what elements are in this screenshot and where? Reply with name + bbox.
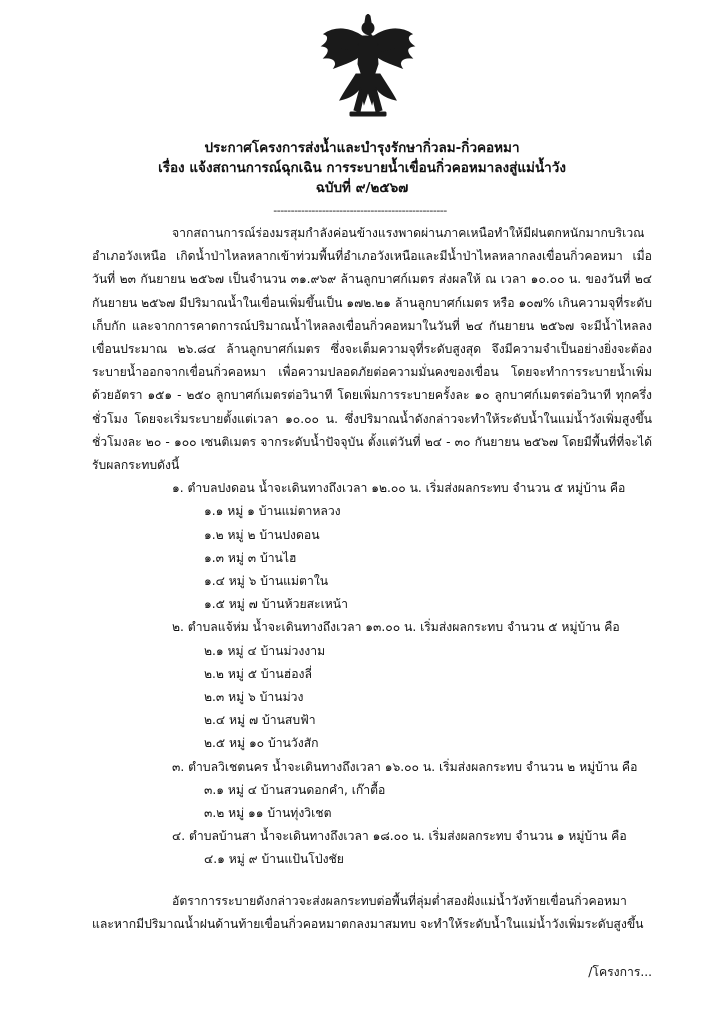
announcement-issue-number: ฉบับที่ ๙/๒๕๖๗: [315, 180, 409, 196]
village-item: ๓.๑ หมู่ ๔ บ้านสวนดอกคำ, เก๊าตื้อ: [204, 782, 386, 797]
announcement-title: ประกาศโครงการส่งน้ำและบำรุงรักษากิ่วลม-กิ่วคอหมา: [204, 140, 520, 156]
village-item: ๒.๔ หมู่ ๗ บ้านสบฟ้า: [204, 713, 316, 728]
header-divider: --------------------------------------------------: [273, 204, 447, 217]
garuda-emblem-icon: [320, 14, 416, 118]
village-item: ๑.๒ หมู่ ๒ บ้านปงดอน: [204, 527, 320, 542]
affected-area-group: [92, 756, 652, 826]
village-item: ๑.๑ หมู่ ๑ บ้านแม่ตาหลวง: [204, 504, 341, 519]
village-item: ๑.๔ หมู่ ๖ บ้านแม่ตาใน: [204, 574, 329, 589]
village-item: ๒.๒ หมู่ ๕ บ้านฮ่องลี่: [204, 666, 312, 681]
subdistrict-heading: ๑. ตำบลปงดอน น้ำจะเดินทางถึงเวลา ๑๒.๐๐ น. เริ่มส่งผลกระทบ จำนวน ๕ หมู่บ้าน คือ: [172, 481, 626, 496]
village-item: ๑.๕ หมู่ ๗ บ้านห้วยสะเหน้า: [204, 597, 348, 612]
affected-area-group: [92, 477, 652, 616]
announcement-body: [92, 222, 652, 936]
closing-paragraph: อัตราการระบายดังกล่าวจะส่งผลกระทบต่อพื้นที่ลุ่มต่ำสองฝั่งแม่น้ำวังท้ายเขื่อนกิ่วคอหมา และหากมีปริมาณน้ำฝนด้านท้ายเขื่อนกิ่วคอหมาตกลงมาสมทบ จะทำให้ระดับน้ำในแม่น้ำวังเพิ่มระดับสูงขึ้น: [92, 893, 644, 931]
subdistrict-heading: ๔. ตำบลบ้านสา น้ำจะเดินทางถึงเวลา ๑๘.๐๐ น. เริ่มส่งผลกระทบ จำนวน ๑ หมู่บ้าน คือ: [172, 829, 627, 844]
subdistrict-heading: ๓. ตำบลวิเชตนคร น้ำจะเดินทางถึงเวลา ๑๖.๐๐ น. เริ่มส่งผลกระทบ จำนวน ๒ หมู่บ้าน คือ: [172, 759, 638, 774]
village-item: ๓.๒ หมู่ ๑๑ บ้านทุ่งวิเชต: [204, 806, 332, 821]
affected-area-group: [92, 825, 652, 871]
village-item: ๔.๑ หมู่ ๙ บ้านแป้นโป่งชัย: [204, 852, 344, 867]
village-item: ๒.๑ หมู่ ๔ บ้านม่วงงาม: [204, 643, 326, 658]
announcement-subject: เรื่อง แจ้งสถานการณ์ฉุกเฉิน การระบายน้ำเขื่อนกิ่วคอหมาลงสู่แม่น้ำวัง: [158, 160, 566, 176]
village-item: ๒.๓ หมู่ ๖ บ้านม่วง: [204, 690, 304, 705]
affected-area-group: [92, 616, 652, 755]
village-item: ๑.๓ หมู่ ๓ บ้านไฮ: [204, 550, 297, 565]
announcement-header: [0, 138, 724, 198]
intro-paragraph: จากสถานการณ์ร่องมรสุมกำลังค่อนข้างแรงพาดผ่านภาคเหนือทำให้มีฝนตกหนักมากบริเวณอำเภอวังเหนือ เกิดน้ำป่าไหลหลากเข้าท่วมพื้นที่อำเภอวังเหนือและมีน้ำป่าไหลหลากลงเขื่อนกิ่วคอหมา เมื่อวันที่ ๒๓ กันยายน ๒๕๖๗ เป็นจำนวน ๓๑.๙๖๙ ล้านลูกบาศก์เมตร ส่งผลให้ ณ เวลา ๑๐.๐๐ น. ของวันที่ ๒๔ กันยายน ๒๕๖๗ มีปริมาณน้ำในเขื่อนเพิ่มขึ้นเป็น ๑๗๒.๒๑ ล้านลูกบาศก์เมตร หรือ ๑๐๗% เกินความจุที่ระดับเก็บกัก และจากการคาดการณ์ปริมาณน้ำไหลลงเขื่อนกิ่วคอหมาในวันที่ ๒๔ กันยายน ๒๕๖๗ จะมีน้ำไหลลงเขื่อนประมาณ ๒๖.๘๔ ล้านลูกบาศก์เมตร ซึ่งจะเต็มความจุที่ระดับสูงสุด จึงมีความจำเป็นอย่างยิ่งจะต้องระบายน้ำออกจากเขื่อนกิ่วคอหมา เพื่อความปลอดภัยต่อความมั่นคงของเขื่อน โดยจะทำการระบายน้ำเพิ่มด้วยอัตรา ๑๕๑ - ๒๕๐ ลูกบาศก์เมตรต่อวินาที โดยเพิ่มการระบายครั้งละ ๑๐ ลูกบาศก์เมตรต่อวินาที ทุกครึ่งชั่วโมง โดยจะเริ่มระบายตั้งแต่เวลา ๑๐.๐๐ น. ซึ่งปริมาณน้ำดังกล่าวจะทำให้ระดับน้ำในแม่น้ำวังเพิ่มสูงขึ้นชั่วโมงละ ๒๐ - ๑๐๐ เซนติเมตร จากระดับน้ำปัจจุบัน ตั้งแต่วันที่ ๒๔ - ๓๐ กันยายน ๒๕๖๗ โดยมีพื้นที่ที่จะได้รับผลกระทบดังนี้: [92, 226, 652, 473]
subdistrict-heading: ๒. ตำบลแจ้ห่ม น้ำจะเดินทางถึงเวลา ๑๓.๐๐ น. เริ่มส่งผลกระทบ จำนวน ๕ หมู่บ้าน คือ: [172, 620, 620, 635]
continued-marker: /โครงการ...: [588, 965, 652, 979]
village-item: ๒.๕ หมู่ ๑๐ บ้านวังสัก: [204, 736, 319, 751]
